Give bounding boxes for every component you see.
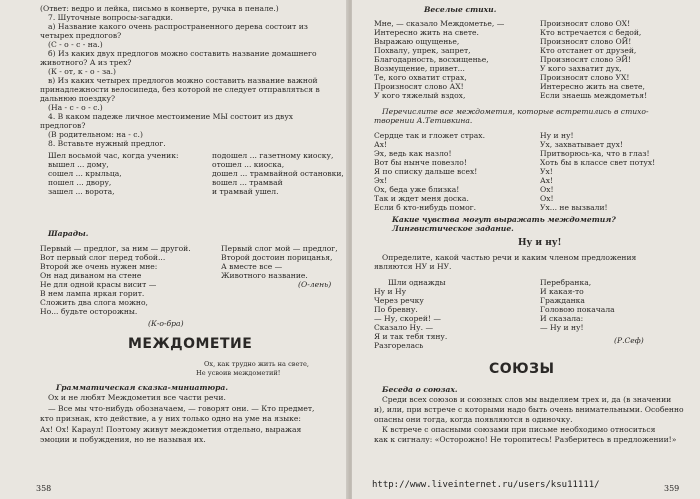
sharada-line: Первый слог мой — предлог, xyxy=(221,244,338,253)
text-line: четырех предлогов? xyxy=(40,31,122,40)
nu-poem-line: — Ну, скорей! — xyxy=(374,314,441,323)
nu-poem-line: — Ну и ну! xyxy=(540,323,584,332)
exercise-line: Шел восьмой час, когда ученик: xyxy=(48,151,179,160)
task-line: Перечислите все междометия, которые встретились в стихо- xyxy=(382,107,649,116)
dialog-line: Ох! xyxy=(540,185,554,194)
ling-task-line: Определите, какой частью речи и каким членом предложения xyxy=(382,253,637,262)
exercise-line: и трамвай ушел. xyxy=(212,187,279,196)
sharada-line: Не для одной красы висит — xyxy=(40,280,157,289)
dialog-line: Эх! xyxy=(374,176,388,185)
exercise-line: отошел ... киоска, xyxy=(212,160,285,169)
text-line: (В родительном: на - с.) xyxy=(48,130,143,139)
poem-line: Похвалу, упрек, запрет, xyxy=(374,46,471,55)
sharada-line: Вот первый слог перед тобой... xyxy=(40,253,166,262)
poem-heading: Веселые стихи. xyxy=(424,5,497,14)
nu-poem-line: Шли однажды xyxy=(388,278,446,287)
nu-poem-line: Через речку xyxy=(374,296,424,305)
poem-line: Если знаешь междометья! xyxy=(540,91,648,100)
page-number: 358 xyxy=(36,484,52,493)
tale-heading: Грамматическая сказка-миниатюра. xyxy=(56,383,228,392)
dialog-line: Ух, захватывает дух! xyxy=(540,140,623,149)
poem-line: Произносят слово ОХ! xyxy=(540,19,631,28)
epigraph-line: Ох, как трудно жить на свете, xyxy=(204,360,310,368)
poem-line: Кто встречается с бедой, xyxy=(540,28,642,37)
exercise-line: вошел ... трамвай xyxy=(212,178,283,187)
dialog-line: Я по списку дальше всех! xyxy=(374,167,478,176)
ling-heading: Лингвистическое задание. xyxy=(392,224,514,233)
sharada-line: Второй достоин порицанья, xyxy=(221,253,333,262)
poem-line: Произносят слово ОЙ! xyxy=(540,37,632,46)
dialog-line: Вот бы нынче повезло! xyxy=(374,158,467,167)
nu-poem-line: Ну и Ну xyxy=(374,287,407,296)
text-line: предлогов? xyxy=(40,121,86,130)
section-title-conjunctions: СОЮЗЫ xyxy=(489,361,555,377)
tale-line: Ах! Ох! Караул! Поэтому живут междометия отдельно, выражая xyxy=(40,425,302,434)
nu-poem-author: (Р.Сеф) xyxy=(614,336,644,345)
sharada-line: В нем лампа яркая горит. xyxy=(40,289,145,298)
poem-line: Мне, — сказало Междометье, — xyxy=(374,19,505,28)
sharady-heading: Шарады. xyxy=(48,229,89,238)
exercise-line: вышел ... дому, xyxy=(48,160,109,169)
dialog-line: Эх, ведь как назло! xyxy=(374,149,452,158)
sharada-line: Первый — предлог, за ним — другой. xyxy=(40,244,191,253)
dialog-line: Сердце так и гложет страх. xyxy=(374,131,486,140)
text-line: 4. В каком падеже личное местоимение МЫ состоит из двух xyxy=(48,112,294,121)
right-page xyxy=(352,0,700,499)
dialog-line: Ах! xyxy=(374,140,388,149)
text-line: (Ответ: ведро и лейка, письмо в конверте, ручка в пенале.) xyxy=(40,4,279,13)
sharada-line: Второй же очень нужен мне: xyxy=(40,262,158,271)
poem-line: Интересно жить на свете, xyxy=(540,82,645,91)
text-line: (К - от, к - о - за.) xyxy=(48,67,116,76)
exercise-line: пошел ... двору, xyxy=(48,178,112,187)
dialog-line: Хоть бы в классе свет потух! xyxy=(540,158,656,167)
poem-line: Произносят слово ЭЙ! xyxy=(540,55,631,64)
tale-line: эмоции и побуждения, но не называя их. xyxy=(40,435,206,444)
exercise-line: зашел ... ворота, xyxy=(48,187,115,196)
dialog-line: Ах! xyxy=(540,176,554,185)
sharada-line: Но... будьте осторожны. xyxy=(40,307,138,316)
nu-heading: Ну и ну! xyxy=(518,238,562,248)
sharada-line: Сложить два слога можно, xyxy=(40,298,148,307)
text-line: 7. Шуточные вопросы-загадки. xyxy=(48,13,173,22)
tale-line: — Все мы что-нибудь обозначаем, — говорят они. — Кто предмет, xyxy=(48,404,315,413)
nu-poem-line: И какая-то xyxy=(540,287,584,296)
text-line: принадлежности велосипеда, без которой не следует отправляться в xyxy=(40,85,320,94)
poem-line: Кто отстанет от друзей, xyxy=(540,46,637,55)
dialog-line: Ух... не вызвали! xyxy=(540,203,608,212)
beseda-line: опасны они тогда, когда появляются в одиночку. xyxy=(374,415,573,424)
poem-line: Интересно жить на свете. xyxy=(374,28,479,37)
poem-line: Произносят слово УХ! xyxy=(540,73,630,82)
page-number: 359 xyxy=(664,484,680,493)
watermark-url: http://www.liveinternet.ru/users/ksu11111/ xyxy=(372,480,600,490)
exercise-line: дошел ... трамвайной остановки, xyxy=(212,169,344,178)
dialog-line: Если б кто-нибудь помог. xyxy=(374,203,477,212)
text-line: животного? А из трех? xyxy=(40,58,132,67)
nu-poem-line: Перебранка, xyxy=(540,278,592,287)
sharada-line: Животного название. xyxy=(221,271,308,280)
poem-line: У кого захватит дух, xyxy=(540,64,622,73)
sharada-answer: (К-о-бра) xyxy=(148,319,184,328)
dialog-line: Притворюсь-ка, что в глаз! xyxy=(540,149,650,158)
dialog-line: Так и ждет меня доска. xyxy=(374,194,469,203)
nu-poem-line: Разгорелась xyxy=(374,341,424,350)
dialog-line: Ну и ну! xyxy=(540,131,574,140)
beseda-line: К встрече с опасными союзами при письме необходимо относиться xyxy=(382,425,656,434)
nu-poem-line: Гражданка xyxy=(540,296,585,305)
poem-line: Благодарность, восхищенье, xyxy=(374,55,489,64)
tale-line: кто признак, кто действие, а у них только одно на уме на языке: xyxy=(40,414,301,423)
dialog-line: Ох, беда уже близка! xyxy=(374,185,460,194)
beseda-line: как к сигналу: «Осторожно! Не торопитесь! Разберитесь в предложении!» xyxy=(374,435,677,444)
poem-line: Те, кого охватит страх, xyxy=(374,73,467,82)
tale-line: Ох и не любят Междометия все части речи. xyxy=(48,393,226,402)
nu-poem-line: Головою покачала xyxy=(540,305,615,314)
text-line: б) Из каких двух предлогов можно составить название домашнего xyxy=(48,49,317,58)
section-title-interjection: МЕЖДОМЕТИЕ xyxy=(128,336,253,352)
nu-poem-line: И сказала: xyxy=(540,314,584,323)
poem-line: Возмущение, привет... xyxy=(374,64,465,73)
text-line: а) Название какого очень распространенного дерева состоит из xyxy=(48,22,308,31)
nu-poem-line: Сказало Ну. — xyxy=(374,323,434,332)
sharada-line: А вместе все — xyxy=(221,262,283,271)
poem-line: У кого тяжелый вздох, xyxy=(374,91,466,100)
beseda-line: и), или, при встрече с которыми надо быть очень внимательными. Особенно xyxy=(374,405,684,414)
exercise-line: подошел ... газетному киоску, xyxy=(212,151,334,160)
dialog-line: Ох! xyxy=(540,194,554,203)
epigraph-line: Не усвоив междометий! xyxy=(196,369,281,377)
text-line: (С - о - с - на.) xyxy=(48,40,103,49)
beseda-line: Среди всех союзов и союзных слов мы выделяем трех и, да (в значении xyxy=(382,395,672,404)
text-line: в) Из каких четырех предлогов можно составить название важной xyxy=(48,76,318,85)
nu-poem-line: По бревну. xyxy=(374,305,418,314)
beseda-heading: Беседа о союзах. xyxy=(382,385,458,394)
nu-poem-line: Я и так тебя тяну. xyxy=(374,332,448,341)
poem-line: Выражаю ощущенье, xyxy=(374,37,460,46)
sharada-answer: (О-лень) xyxy=(298,280,332,289)
text-line: 8. Вставьте нужный предлог. xyxy=(48,139,166,148)
dialog-line: Ух! xyxy=(540,167,553,176)
text-line: дальнюю поездку? xyxy=(40,94,116,103)
task-line: творении А.Тетивкина. xyxy=(374,116,473,125)
poem-line: Произносят слово АХ! xyxy=(374,82,464,91)
question-line: Какие чувства могут выражать междометия? xyxy=(392,215,616,224)
sharada-line: Он над диваном на стене xyxy=(40,271,142,280)
text-line: (На - с - о - с.) xyxy=(48,103,103,112)
left-page xyxy=(0,0,348,499)
ling-task-line: являются НУ и НУ. xyxy=(374,262,452,271)
exercise-line: сошел ... крыльца, xyxy=(48,169,122,178)
